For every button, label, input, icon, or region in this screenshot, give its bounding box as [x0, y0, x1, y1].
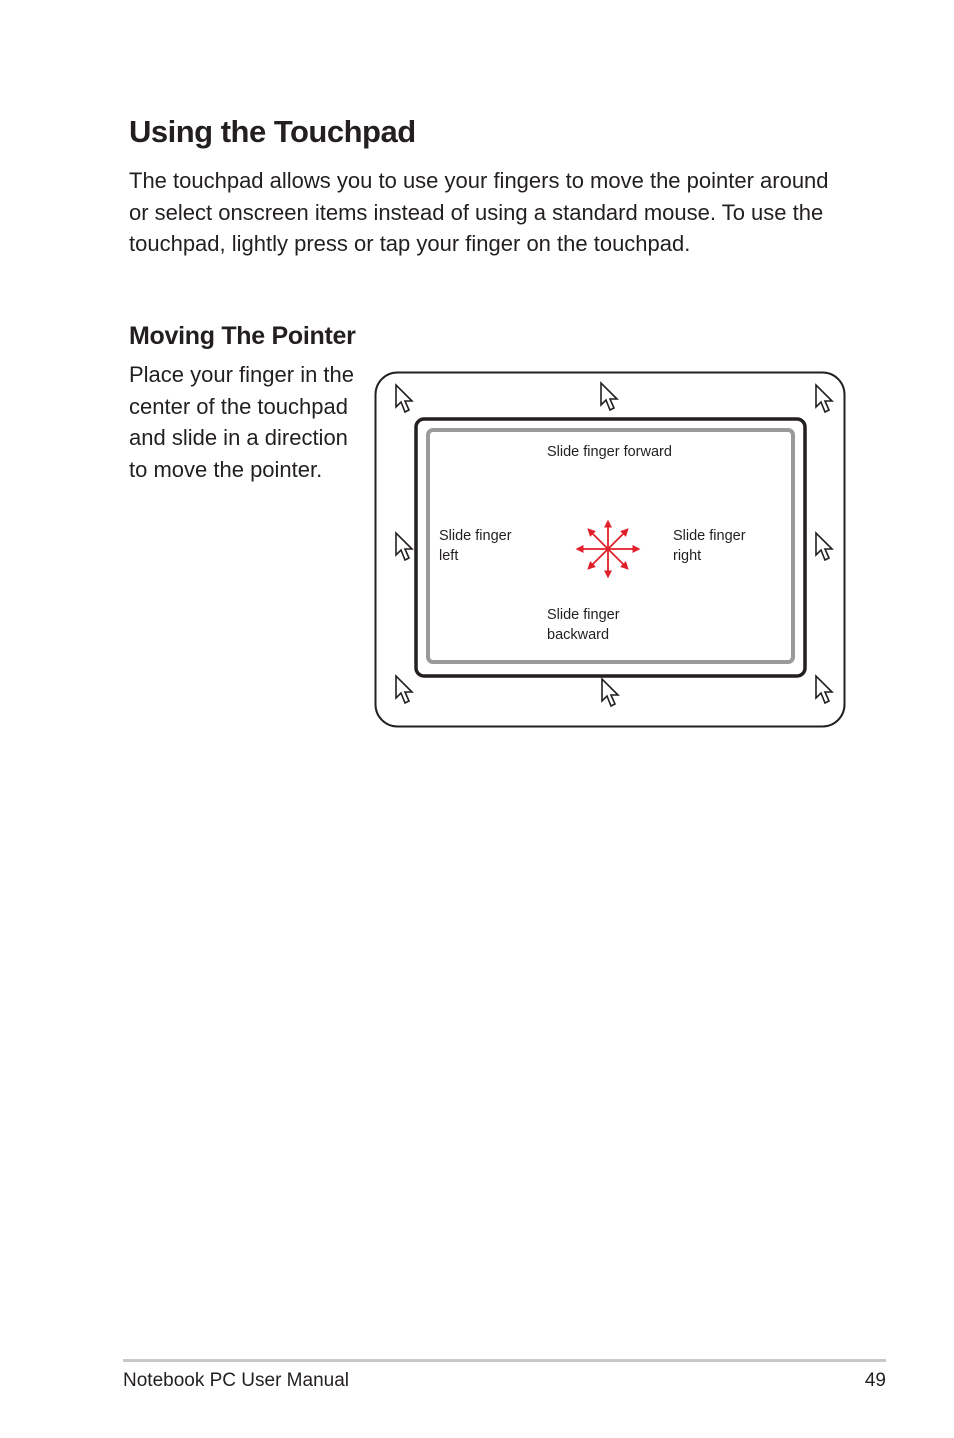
footer-divider [123, 1359, 886, 1362]
label-line: Slide finger [673, 528, 746, 544]
label-line: backward [547, 627, 610, 643]
label-line: Slide finger [439, 528, 512, 544]
footer-page-number: 49 [864, 1370, 886, 1391]
label-slide-right [673, 526, 746, 566]
label-slide-left [439, 526, 512, 566]
label-line: right [673, 548, 702, 564]
label-slide-forward: Slide finger forward [547, 444, 672, 460]
label-line: Slide finger [547, 607, 620, 623]
section-heading: Moving The Pointer [129, 322, 356, 350]
label-slide-backward [547, 605, 620, 645]
intro-paragraph: The touchpad allows you to use your fingers to move the pointer around or select onscreen items instead of using a standard mouse. To use the touchpad, lightly press or tap your finger on the touchpad. [129, 168, 829, 257]
instruction-paragraph: Place your finger in the center of the touchpad and slide in a direction to move the pointer. [129, 362, 355, 483]
page-title: Using the Touchpad [129, 114, 416, 149]
footer-manual-title: Notebook PC User Manual [123, 1370, 349, 1391]
touchpad-figure [374, 371, 846, 728]
label-line: left [439, 548, 459, 564]
